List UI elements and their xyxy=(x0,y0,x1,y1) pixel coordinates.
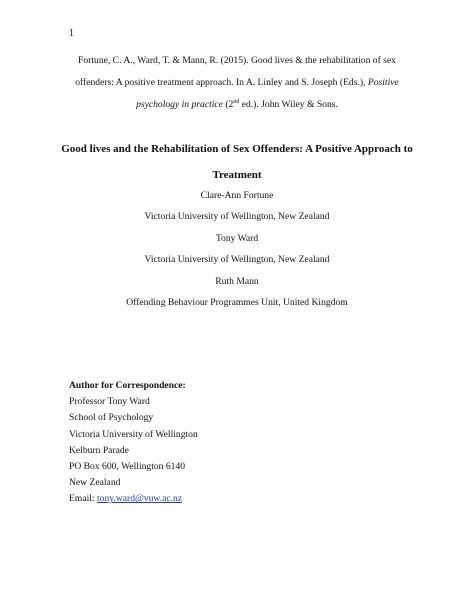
correspondence-block xyxy=(69,378,198,508)
correspondence-line: Victoria University of Wellington xyxy=(69,428,198,440)
citation-text-publisher: ed.). John Wiley & Sons. xyxy=(239,99,338,110)
email-link[interactable]: tony.ward@vuw.ac.nz xyxy=(96,493,183,505)
author-affiliation: Victoria University of Wellington, New Zealand xyxy=(144,211,330,222)
citation-text: Fortune, C. A., Ward, T. & Mann, R. (2015). Good lives & the rehabilitation of sex offenders: A positive treatment approach. In A. Linley and S. Joseph (Eds.), xyxy=(75,55,396,88)
correspondence-line: Kelburn Parade xyxy=(69,444,129,456)
author-name: Ruth Mann xyxy=(215,276,259,287)
author-affiliation: Victoria University of Wellington, New Zealand xyxy=(144,254,330,265)
correspondence-line: School of Psychology xyxy=(69,412,154,424)
author-name: Clare-Ann Fortune xyxy=(200,190,274,201)
email-label: Email: xyxy=(69,493,97,505)
author-affiliation: Offending Behaviour Programmes Unit, United Kingdom xyxy=(126,297,348,308)
correspondence-heading: Author for Correspondence: xyxy=(69,380,186,391)
citation xyxy=(60,50,414,116)
citation-text-edition: (2 xyxy=(222,99,234,110)
citation-edition-superscript: nd xyxy=(233,98,240,105)
correspondence-line: New Zealand xyxy=(69,477,121,489)
correspondence-email xyxy=(69,491,198,507)
page-number: 1 xyxy=(69,28,74,39)
citation-book-title: Positive psychology in practice xyxy=(136,77,399,110)
paper-title: Good lives and the Rehabilitation of Sex Offenders: A Positive Approach to Treatment xyxy=(61,143,413,181)
correspondence-line: Professor Tony Ward xyxy=(69,396,150,408)
correspondence-line: PO Box 600, Wellington 6140 xyxy=(69,461,186,473)
author-name: Tony Ward xyxy=(215,233,259,244)
